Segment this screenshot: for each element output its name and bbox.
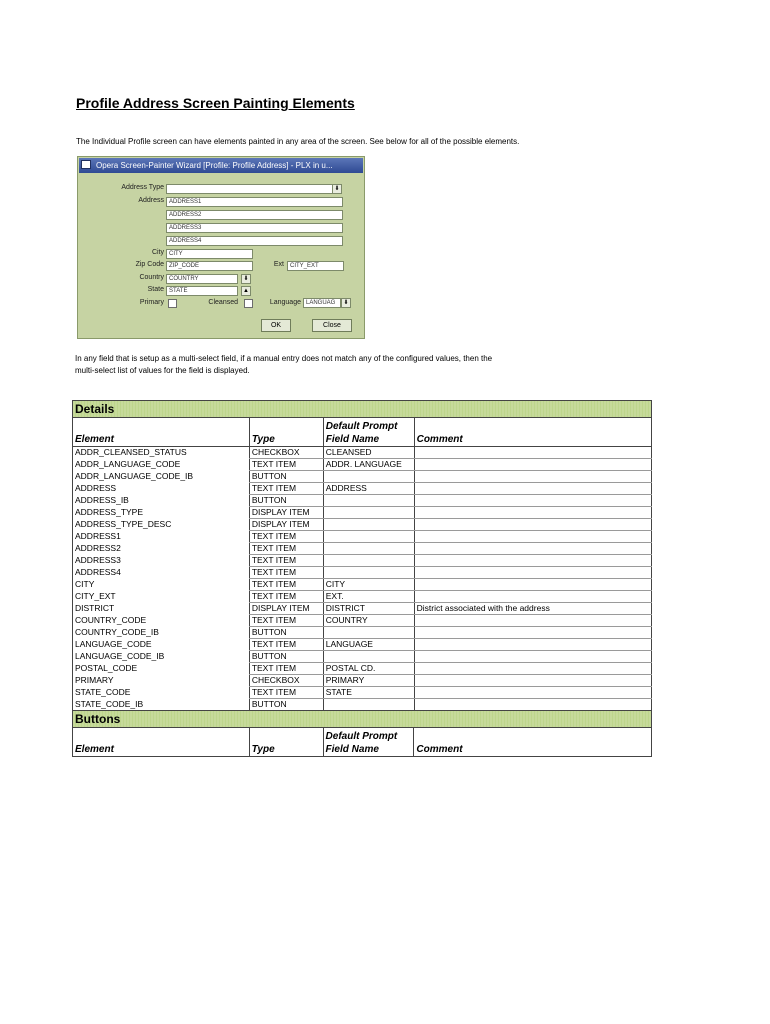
table-row — [73, 471, 652, 483]
language-dropdown-icon[interactable]: ⬇ — [341, 298, 351, 308]
comment-cell — [414, 495, 651, 507]
buttons-heading: Buttons — [73, 711, 652, 728]
label-zip-code: Zip Code — [135, 261, 164, 268]
table-row — [73, 447, 652, 459]
prompt-cell — [323, 495, 414, 507]
type-cell: CHECKBOX — [249, 447, 323, 459]
element-cell: ADDRESS_TYPE — [73, 507, 250, 519]
comment-cell — [414, 567, 651, 579]
dialog-title-bar — [79, 158, 363, 173]
comment-cell — [414, 639, 651, 651]
prompt-cell: POSTAL CD. — [323, 663, 414, 675]
type-cell: TEXT ITEM — [249, 663, 323, 675]
comment-cell — [414, 483, 651, 495]
table-row — [73, 627, 652, 639]
type-cell: TEXT ITEM — [249, 555, 323, 567]
comment-cell — [414, 579, 651, 591]
type-cell: TEXT ITEM — [249, 483, 323, 495]
col-comment: Comment — [414, 418, 651, 447]
label-primary: Primary — [139, 299, 164, 306]
comment-cell — [414, 675, 651, 687]
type-cell: BUTTON — [249, 627, 323, 639]
element-cell: CITY — [73, 579, 250, 591]
element-cell: ADDRESS4 — [73, 567, 250, 579]
prompt-cell: STATE — [323, 687, 414, 699]
ok-button[interactable]: OK — [261, 319, 291, 332]
comment-cell — [414, 591, 651, 603]
label-address: Address — [138, 197, 164, 204]
details-table — [72, 400, 652, 711]
comment-cell: District associated with the address — [414, 603, 651, 615]
element-cell: ADDR_LANGUAGE_CODE — [73, 459, 250, 471]
btn-col-comment: Comment — [414, 728, 652, 757]
table-row — [73, 555, 652, 567]
col-prompt-line1: Default Prompt — [325, 421, 398, 432]
buttons-table — [72, 710, 652, 757]
prompt-cell — [323, 519, 414, 531]
table-row — [73, 531, 652, 543]
type-cell: TEXT ITEM — [249, 459, 323, 471]
label-state: State — [147, 286, 164, 293]
table-row — [73, 687, 652, 699]
table-row — [73, 483, 652, 495]
close-button[interactable]: Close — [312, 319, 352, 332]
comment-cell — [414, 663, 651, 675]
prompt-cell — [323, 543, 414, 555]
comment-cell — [414, 519, 651, 531]
prompt-cell — [323, 471, 414, 483]
table-row — [73, 507, 652, 519]
element-cell: ADDR_CLEANSED_STATUS — [73, 447, 250, 459]
country-field[interactable]: COUNTRY — [166, 274, 238, 284]
element-cell: STATE_CODE_IB — [73, 699, 250, 711]
element-cell: ADDRESS_IB — [73, 495, 250, 507]
btn-col-prompt — [323, 728, 414, 757]
element-cell: ADDRESS2 — [73, 543, 250, 555]
label-address-type: Address Type — [121, 184, 164, 191]
label-ext: Ext — [273, 261, 284, 268]
prompt-cell — [323, 627, 414, 639]
state-field[interactable]: STATE — [166, 286, 238, 296]
element-cell: LANGUAGE_CODE — [73, 639, 250, 651]
type-cell: BUTTON — [249, 495, 323, 507]
multi-select-note: In any field that is setup as a multi-select field, if a manual entry does not match any of the configured values, then the multi-select list of values for the field is displayed. — [75, 354, 493, 375]
type-cell: CHECKBOX — [249, 675, 323, 687]
type-cell: TEXT ITEM — [249, 687, 323, 699]
prompt-cell: CITY — [323, 579, 414, 591]
comment-cell — [414, 699, 651, 711]
element-cell: ADDR_LANGUAGE_CODE_IB — [73, 471, 250, 483]
comment-cell — [414, 615, 651, 627]
address2-field[interactable]: ADDRESS2 — [166, 210, 343, 220]
table-row — [73, 675, 652, 687]
comment-cell — [414, 627, 651, 639]
table-row — [73, 699, 652, 711]
prompt-cell — [323, 651, 414, 663]
address4-field[interactable]: ADDRESS4 — [166, 236, 343, 246]
comment-cell — [414, 507, 651, 519]
table-row — [73, 459, 652, 471]
element-cell: POSTAL_CODE — [73, 663, 250, 675]
state-dropdown-icon[interactable]: ▲ — [241, 286, 251, 296]
details-rows — [73, 447, 652, 711]
col-element: Element — [73, 418, 250, 447]
table-row — [73, 663, 652, 675]
comment-cell — [414, 471, 651, 483]
label-country: Country — [139, 274, 164, 281]
btn-col-prompt-line2: Field Name — [325, 744, 379, 755]
element-cell: CITY_EXT — [73, 591, 250, 603]
address3-field[interactable]: ADDRESS3 — [166, 223, 343, 233]
table-row — [73, 603, 652, 615]
label-city: City — [151, 249, 164, 256]
prompt-cell: ADDR. LANGUAGE — [323, 459, 414, 471]
prompt-cell — [323, 555, 414, 567]
city-field[interactable]: CITY — [166, 249, 253, 259]
element-cell: ADDRESS_TYPE_DESC — [73, 519, 250, 531]
address-type-field[interactable] — [166, 184, 333, 194]
prompt-cell: LANGUAGE — [323, 639, 414, 651]
element-cell: ADDRESS1 — [73, 531, 250, 543]
table-row — [73, 591, 652, 603]
btn-col-element: Element — [73, 728, 250, 757]
comment-cell — [414, 543, 651, 555]
prompt-cell — [323, 507, 414, 519]
element-cell: ADDRESS3 — [73, 555, 250, 567]
type-cell: TEXT ITEM — [249, 639, 323, 651]
type-cell: TEXT ITEM — [249, 591, 323, 603]
app-icon — [81, 160, 91, 169]
element-cell: COUNTRY_CODE_IB — [73, 627, 250, 639]
btn-col-type: Type — [249, 728, 323, 757]
table-row — [73, 579, 652, 591]
prompt-cell: ADDRESS — [323, 483, 414, 495]
prompt-cell — [323, 567, 414, 579]
comment-cell — [414, 651, 651, 663]
col-type: Type — [249, 418, 323, 447]
type-cell: TEXT ITEM — [249, 579, 323, 591]
element-cell: LANGUAGE_CODE_IB — [73, 651, 250, 663]
table-row — [73, 495, 652, 507]
element-cell: STATE_CODE — [73, 687, 250, 699]
type-cell: TEXT ITEM — [249, 615, 323, 627]
screen-painter-dialog — [77, 156, 365, 339]
table-row — [73, 639, 652, 651]
col-prompt — [323, 418, 414, 447]
prompt-cell — [323, 531, 414, 543]
comment-cell — [414, 687, 651, 699]
type-cell: DISPLAY ITEM — [249, 507, 323, 519]
address-type-dropdown-icon[interactable]: ⬇ — [332, 184, 342, 194]
zip-code-field[interactable]: ZIP_CODE — [166, 261, 253, 271]
prompt-cell: CLEANSED — [323, 447, 414, 459]
address1-field[interactable]: ADDRESS1 — [166, 197, 343, 207]
language-field[interactable]: LANGUAG — [303, 298, 341, 308]
type-cell: TEXT ITEM — [249, 567, 323, 579]
prompt-cell: DISTRICT — [323, 603, 414, 615]
dialog-title: Opera Screen-Painter Wizard [Profile: Profile Address] - PLX in u... — [96, 161, 333, 170]
comment-cell — [414, 459, 651, 471]
table-row — [73, 519, 652, 531]
prompt-cell: COUNTRY — [323, 615, 414, 627]
comment-cell — [414, 531, 651, 543]
type-cell: TEXT ITEM — [249, 543, 323, 555]
ext-field[interactable]: CITY_EXT — [287, 261, 344, 271]
prompt-cell — [323, 699, 414, 711]
type-cell: BUTTON — [249, 651, 323, 663]
type-cell: DISPLAY ITEM — [249, 603, 323, 615]
table-row — [73, 615, 652, 627]
country-dropdown-icon[interactable]: ⬇ — [241, 274, 251, 284]
element-cell: COUNTRY_CODE — [73, 615, 250, 627]
table-row — [73, 651, 652, 663]
type-cell: DISPLAY ITEM — [249, 519, 323, 531]
col-prompt-line2: Field Name — [325, 434, 380, 445]
page-title: Profile Address Screen Painting Elements — [76, 95, 355, 111]
element-cell: ADDRESS — [73, 483, 250, 495]
prompt-cell: PRIMARY — [323, 675, 414, 687]
intro-text: The Individual Profile screen can have elements painted in any area of the screen. See below for all of the possible elements. — [76, 137, 520, 146]
table-row — [73, 567, 652, 579]
comment-cell — [414, 447, 651, 459]
label-cleansed: Cleansed — [208, 299, 238, 306]
table-row — [73, 543, 652, 555]
comment-cell — [414, 555, 651, 567]
prompt-cell: EXT. — [323, 591, 414, 603]
type-cell: BUTTON — [249, 699, 323, 711]
type-cell: BUTTON — [249, 471, 323, 483]
type-cell: TEXT ITEM — [249, 531, 323, 543]
element-cell: DISTRICT — [73, 603, 250, 615]
label-language: Language — [269, 299, 301, 306]
element-cell: PRIMARY — [73, 675, 250, 687]
btn-col-prompt-line1: Default Prompt — [325, 731, 398, 742]
details-heading: Details — [73, 401, 652, 418]
